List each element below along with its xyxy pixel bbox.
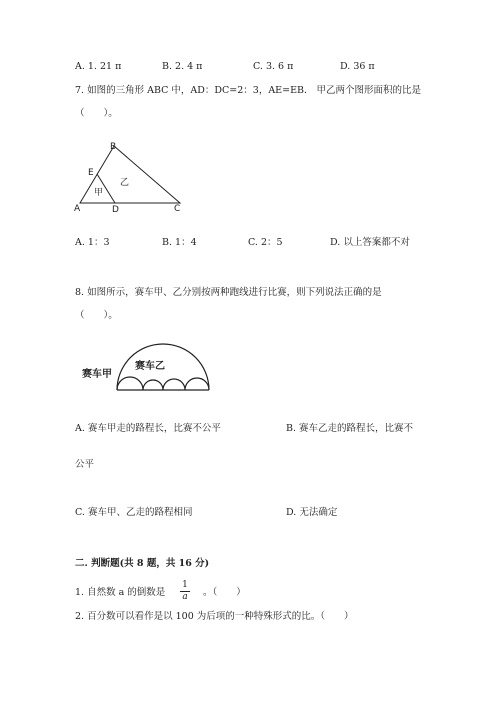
label-car-jia: 赛车甲: [82, 369, 112, 380]
label-c: C: [174, 204, 181, 214]
q7-option-b: B. 1：4: [162, 237, 197, 248]
q8-stem: 8. 如图所示，赛车甲、乙分别按两种跑线进行比赛，则下列说法正确的是: [75, 287, 382, 298]
race-track-figure: [78, 342, 218, 394]
q7-option-d: D. 以上答案都不对: [330, 237, 410, 248]
triangle-figure: [70, 138, 190, 218]
label-b: B: [110, 142, 117, 152]
label-e: E: [88, 168, 94, 178]
q6-option-d: D. 36 π: [340, 61, 375, 72]
q8-option-d: D. 无法确定: [286, 507, 338, 518]
region-yi: 乙: [120, 178, 130, 188]
track-small-arc-2: [143, 380, 163, 390]
section-title-judgement: 二. 判断题(共 8 题，共 16 分): [75, 558, 210, 569]
q8-option-b: B. 赛车乙走的路程长，比赛不: [286, 423, 414, 434]
judge-q1-text: 1. 自然数 a 的倒数是: [75, 587, 166, 598]
track-small-arc-3: [163, 379, 185, 390]
region-jia: 甲: [94, 188, 104, 198]
q7-option-c: C. 2：5: [248, 237, 283, 248]
q7-answer-blank: （ ）。: [75, 108, 118, 119]
fraction-denominator: a: [182, 592, 188, 602]
q8-option-b-continued: 公平: [75, 459, 95, 470]
fraction-one-over-a: [180, 581, 190, 602]
label-d: D: [112, 205, 119, 215]
q6-option-c: C. 3. 6 π: [253, 61, 294, 72]
label-a: A: [74, 204, 81, 214]
judge-q1-blank: 。（ ）: [203, 587, 246, 598]
q6-option-a: A. 1. 21 π: [75, 61, 122, 72]
q7-stem: 7. 如图的三角形 ABC 中，AD：DC=2：3，AE=EB． 甲乙两个图形面积的比是: [75, 85, 422, 96]
q6-option-b: B. 2. 4 π: [162, 61, 203, 72]
q8-answer-blank: （ ）。: [75, 310, 118, 321]
q8-option-c: C. 赛车甲、乙走的路程相同: [75, 507, 193, 518]
q8-option-a: A. 赛车甲走的路程长，比赛不公平: [75, 423, 221, 434]
track-small-arc-1: [117, 377, 143, 390]
q7-option-a: A. 1：3: [75, 237, 110, 248]
judge-q2-text: 2. 百分数可以看作是以 100 为后项的一种特殊形式的比。（ ）: [75, 611, 354, 622]
track-small-arc-4: [185, 378, 209, 390]
label-car-yi: 赛车乙: [135, 361, 165, 372]
fraction-numerator: 1: [182, 580, 188, 590]
